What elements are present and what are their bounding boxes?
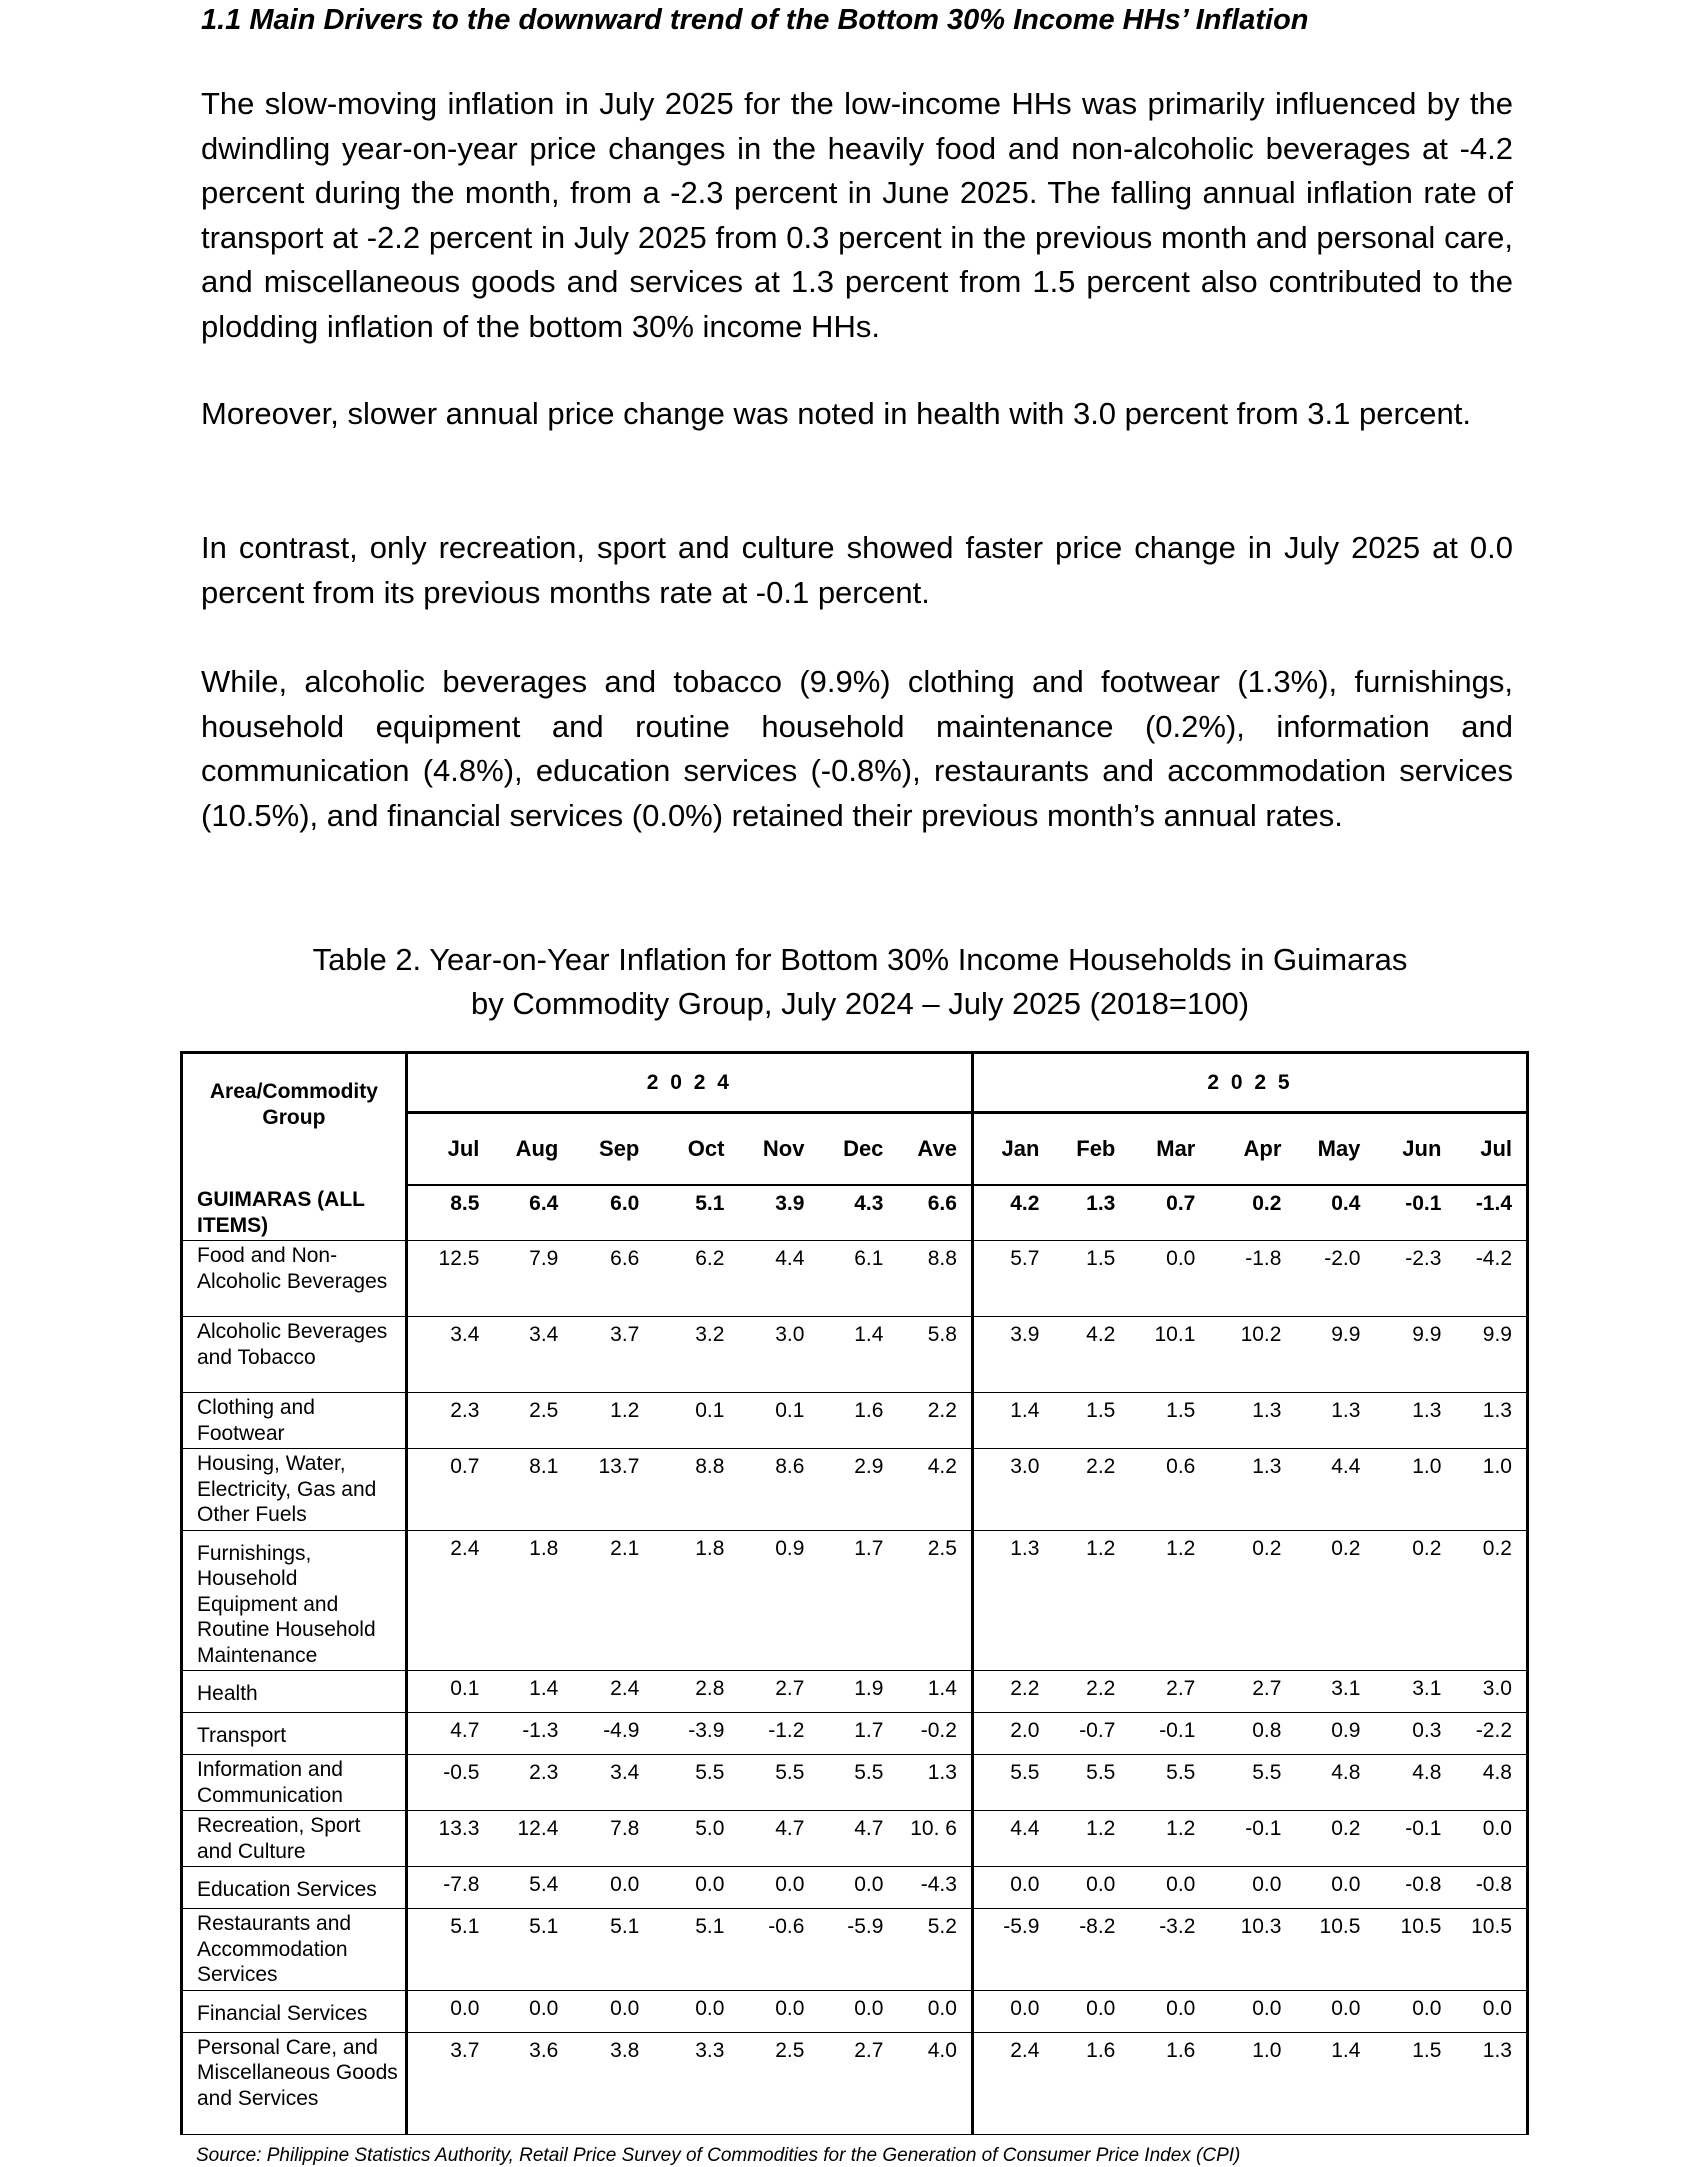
table-cell: 5.5 <box>972 1755 1053 1811</box>
table-cell: 0.0 <box>1295 1990 1374 2032</box>
table-cell: 1.2 <box>1053 1530 1129 1671</box>
table-cell: 4.7 <box>818 1811 897 1867</box>
table-cell: 4.8 <box>1374 1755 1455 1811</box>
table-cell: 1.3 <box>1209 1393 1295 1449</box>
table-cell: 2.4 <box>972 2032 1053 2134</box>
table-row <box>182 1713 1528 1755</box>
table-cell: 5.1 <box>653 1185 738 1241</box>
table-row <box>182 1449 1528 1531</box>
table-cell: 1.7 <box>818 1530 897 1671</box>
table-row <box>182 1909 1528 1991</box>
table-cell: 1.3 <box>1455 1393 1527 1449</box>
table-cell: 13.7 <box>572 1449 653 1531</box>
table-cell: 4.2 <box>972 1185 1053 1241</box>
table-cell: 0.8 <box>1209 1713 1295 1755</box>
table-cell: 12.5 <box>406 1241 493 1317</box>
table-cell: 0.1 <box>406 1671 493 1713</box>
table-cell: 0.0 <box>897 1990 972 2032</box>
table-cell: 0.0 <box>818 1867 897 1909</box>
table-cell: 8.8 <box>897 1241 972 1317</box>
table-cell: 2.2 <box>1053 1671 1129 1713</box>
table-cell: 3.4 <box>572 1755 653 1811</box>
table-cell: -3.9 <box>653 1713 738 1755</box>
table-cell: 4.8 <box>1455 1755 1527 1811</box>
month-header: Dec <box>818 1113 897 1186</box>
table-cell: 5.7 <box>972 1241 1053 1317</box>
table-cell: 1.3 <box>897 1755 972 1811</box>
table-cell: 7.9 <box>493 1241 572 1317</box>
table-cell: 0.0 <box>1129 1990 1209 2032</box>
table-cell: 5.1 <box>653 1909 738 1991</box>
year-header-2024: 2 0 2 4 <box>406 1053 972 1113</box>
table-cell: 5.5 <box>1209 1755 1295 1811</box>
table-cell: 1.6 <box>1053 2032 1129 2134</box>
month-header: Mar <box>1129 1113 1209 1186</box>
table-cell: -1.3 <box>493 1713 572 1755</box>
row-label: Financial Services <box>182 1990 407 2032</box>
paragraph-retained-rates: While, alcoholic beverages and tobacco (9.9%) clothing and footwear (1.3%), furnishings, household equipment and routine household maintenance (0.2%), information and communication (4.8%), education services (-0.8%), restaurants and accommodation services (10.5%), and financial services (0.0%) retained their previous month’s annual rates. <box>201 664 1513 833</box>
table-cell: 4.2 <box>1053 1317 1129 1393</box>
table-cell: -1.2 <box>738 1713 818 1755</box>
table-cell: 5.5 <box>1129 1755 1209 1811</box>
paragraph-main-drivers: The slow-moving inflation in July 2025 for the low-income HHs was primarily influenced by the dwindling year-on-year price changes in the heavily food and non-alcoholic beverages at -4.2 percent during the month, from a -2.3 percent in June 2025. The falling annual inflation rate of transport at -2.2 percent in July 2025 from 0.3 percent in the previous month and personal care, and miscellaneous goods and services at 1.3 percent from 1.5 percent also contributed to the plodding inflation of the bottom 30% income HHs. <box>201 86 1513 344</box>
month-header: Ave <box>897 1113 972 1186</box>
table-cell: 8.6 <box>738 1449 818 1531</box>
table-cell: 0.0 <box>818 1990 897 2032</box>
table-header-label: Area/Commodity Group <box>182 1053 407 1186</box>
table-cell: 10.1 <box>1129 1317 1209 1393</box>
table-cell: 0.0 <box>572 1867 653 1909</box>
table-cell: 1.2 <box>1129 1811 1209 1867</box>
table-cell: 10.3 <box>1209 1909 1295 1991</box>
table-cell: 1.4 <box>897 1671 972 1713</box>
table-cell: 3.4 <box>493 1317 572 1393</box>
table-cell: 0.0 <box>1129 1867 1209 1909</box>
table-cell: 3.6 <box>493 2032 572 2134</box>
table-caption <box>180 938 1540 1026</box>
table-cell: 0.0 <box>1053 1867 1129 1909</box>
table-cell: 9.9 <box>1295 1317 1374 1393</box>
table-cell: 1.0 <box>1374 1449 1455 1531</box>
month-header: Jul <box>1455 1113 1527 1186</box>
paragraph-health: Moreover, slower annual price change was noted in health with 3.0 percent from 3.1 percent. <box>201 396 1472 431</box>
row-label: Clothing and Footwear <box>182 1393 407 1449</box>
table-cell: 6.4 <box>493 1185 572 1241</box>
table-cell: 1.4 <box>972 1393 1053 1449</box>
month-header: Jan <box>972 1113 1053 1186</box>
table-body <box>182 1185 1528 2134</box>
table-cell: 0.0 <box>1295 1867 1374 1909</box>
table-row <box>182 1530 1528 1671</box>
table-cell: 2.7 <box>1209 1671 1295 1713</box>
table-cell: -1.4 <box>1455 1185 1527 1241</box>
table-cell: 1.9 <box>818 1671 897 1713</box>
table-cell: 10.5 <box>1455 1909 1527 1991</box>
table-cell: 5.5 <box>1053 1755 1129 1811</box>
table-cell: 7.8 <box>572 1811 653 1867</box>
table-cell: -0.2 <box>897 1713 972 1755</box>
table-cell: 1.4 <box>1295 2032 1374 2134</box>
inflation-table <box>180 1051 1529 2135</box>
table-cell: 5.5 <box>738 1755 818 1811</box>
table-cell: 1.5 <box>1374 2032 1455 2134</box>
table-cell: 0.0 <box>738 1867 818 1909</box>
table-cell: 3.9 <box>738 1185 818 1241</box>
row-label: Food and Non-Alcoholic Beverages <box>182 1241 407 1317</box>
table-cell: 0.6 <box>1129 1449 1209 1531</box>
table-cell: 1.6 <box>1129 2032 1209 2134</box>
table-cell: 5.5 <box>653 1755 738 1811</box>
table-cell: 0.0 <box>406 1990 493 2032</box>
table-cell: 6.6 <box>572 1241 653 1317</box>
table-cell: 6.0 <box>572 1185 653 1241</box>
table-cell: 10.5 <box>1295 1909 1374 1991</box>
table-cell: -0.1 <box>1374 1811 1455 1867</box>
table-cell: 0.0 <box>1374 1990 1455 2032</box>
table-cell: 1.3 <box>972 1530 1053 1671</box>
row-label: Transport <box>182 1713 407 1755</box>
table-cell: 2.2 <box>972 1671 1053 1713</box>
table-cell: 9.9 <box>1455 1317 1527 1393</box>
table-cell: 2.5 <box>738 2032 818 2134</box>
table-cell: -2.0 <box>1295 1241 1374 1317</box>
table-cell: 1.4 <box>493 1671 572 1713</box>
table-row <box>182 1755 1528 1811</box>
table-cell: 2.5 <box>897 1530 972 1671</box>
table-cell: 2.2 <box>897 1393 972 1449</box>
table-cell: 2.1 <box>572 1530 653 1671</box>
table-cell: 2.7 <box>738 1671 818 1713</box>
table-row <box>182 1867 1528 1909</box>
table-cell: 2.2 <box>1053 1449 1129 1531</box>
table-cell: 1.2 <box>572 1393 653 1449</box>
table-cell: 0.2 <box>1295 1530 1374 1671</box>
table-caption-line-2: by Commodity Group, July 2024 – July 2025 (2018=100) <box>470 986 1250 1021</box>
table-cell: 3.1 <box>1374 1671 1455 1713</box>
table-cell: 5.8 <box>897 1317 972 1393</box>
table-cell: 4.4 <box>1295 1449 1374 1531</box>
table-cell: 3.9 <box>972 1317 1053 1393</box>
table-cell: 4.8 <box>1295 1755 1374 1811</box>
table-cell: -1.8 <box>1209 1241 1295 1317</box>
table-row <box>182 2032 1528 2134</box>
table-cell: 0.7 <box>1129 1185 1209 1241</box>
month-header: May <box>1295 1113 1374 1186</box>
table-cell: 1.2 <box>1129 1530 1209 1671</box>
month-header: Jun <box>1374 1113 1455 1186</box>
table-cell: 0.2 <box>1209 1530 1295 1671</box>
table-cell: -0.8 <box>1374 1867 1455 1909</box>
table-cell: -5.9 <box>972 1909 1053 1991</box>
table-cell: -7.8 <box>406 1867 493 1909</box>
table-cell: 12.4 <box>493 1811 572 1867</box>
table-cell: 5.1 <box>572 1909 653 1991</box>
table-cell: 3.8 <box>572 2032 653 2134</box>
table-cell: 1.3 <box>1374 1393 1455 1449</box>
table-cell: 2.9 <box>818 1449 897 1531</box>
row-label: Restaurants and Accommodation Services <box>182 1909 407 1991</box>
table-cell: 8.1 <box>493 1449 572 1531</box>
table-cell: 1.5 <box>1053 1241 1129 1317</box>
month-header: Feb <box>1053 1113 1129 1186</box>
row-label: Health <box>182 1671 407 1713</box>
table-cell: -0.1 <box>1209 1811 1295 1867</box>
table-row <box>182 1811 1528 1867</box>
table-row <box>182 1990 1528 2032</box>
table-cell: 5.0 <box>653 1811 738 1867</box>
table-cell: 4.7 <box>406 1713 493 1755</box>
row-label: Recreation, Sport and Culture <box>182 1811 407 1867</box>
table-cell: -8.2 <box>1053 1909 1129 1991</box>
table-cell: -4.9 <box>572 1713 653 1755</box>
table-cell: 1.6 <box>818 1393 897 1449</box>
table-cell: 0.0 <box>1455 1811 1527 1867</box>
table-cell: -5.9 <box>818 1909 897 1991</box>
row-label: Furnishings, Household Equipment and Routine Household Maintenance <box>182 1530 407 1671</box>
table-cell: 1.5 <box>1053 1393 1129 1449</box>
row-label: Housing, Water, Electricity, Gas and Other Fuels <box>182 1449 407 1531</box>
table-cell: 9.9 <box>1374 1317 1455 1393</box>
table-cell: -2.2 <box>1455 1713 1527 1755</box>
table-cell: 1.3 <box>1053 1185 1129 1241</box>
table-cell: -4.3 <box>897 1867 972 1909</box>
table-cell: -0.1 <box>1129 1713 1209 1755</box>
table-cell: 5.4 <box>493 1867 572 1909</box>
table-cell: 0.4 <box>1295 1185 1374 1241</box>
table-cell: 1.0 <box>1455 1449 1527 1531</box>
table-cell: 5.1 <box>406 1909 493 1991</box>
table-row <box>182 1671 1528 1713</box>
table-cell: 3.0 <box>1455 1671 1527 1713</box>
month-header: Sep <box>572 1113 653 1186</box>
table-cell: 1.8 <box>493 1530 572 1671</box>
table-cell: 0.1 <box>738 1393 818 1449</box>
table-cell: 0.3 <box>1374 1713 1455 1755</box>
month-header: Aug <box>493 1113 572 1186</box>
table-cell: -0.5 <box>406 1755 493 1811</box>
table-cell: 4.0 <box>897 2032 972 2134</box>
row-label: Personal Care, and Miscellaneous Goods and Services <box>182 2032 407 2134</box>
month-header: Nov <box>738 1113 818 1186</box>
table-cell: 3.1 <box>1295 1671 1374 1713</box>
paragraph-recreation: In contrast, only recreation, sport and culture showed faster price change in July 2025 at 0.0 percent from its previous months rate at -0.1 percent. <box>201 530 1513 610</box>
table-cell: 3.4 <box>406 1317 493 1393</box>
table-cell: 8.8 <box>653 1449 738 1531</box>
table-cell: 1.4 <box>818 1317 897 1393</box>
table-cell: 5.1 <box>493 1909 572 1991</box>
row-label: Education Services <box>182 1867 407 1909</box>
table-cell: 0.2 <box>1374 1530 1455 1671</box>
table-cell: 0.2 <box>1455 1530 1527 1671</box>
table-cell: 3.0 <box>972 1449 1053 1531</box>
table-cell: -0.6 <box>738 1909 818 1991</box>
table-cell: -2.3 <box>1374 1241 1455 1317</box>
row-label: GUIMARAS (ALL ITEMS) <box>182 1185 407 1241</box>
table-cell: 4.7 <box>738 1811 818 1867</box>
table-cell: 4.2 <box>897 1449 972 1531</box>
table-cell: 13.3 <box>406 1811 493 1867</box>
table-cell: 0.0 <box>972 1867 1053 1909</box>
table-cell: 5.5 <box>818 1755 897 1811</box>
table-row <box>182 1185 1528 1241</box>
table-cell: 1.2 <box>1053 1811 1129 1867</box>
table-cell: 0.0 <box>653 1867 738 1909</box>
table-cell: 3.2 <box>653 1317 738 1393</box>
month-header: Oct <box>653 1113 738 1186</box>
table-cell: 2.4 <box>406 1530 493 1671</box>
table-cell: 0.2 <box>1295 1811 1374 1867</box>
table-cell: -0.8 <box>1455 1867 1527 1909</box>
table-cell: 3.3 <box>653 2032 738 2134</box>
table-cell: 10.2 <box>1209 1317 1295 1393</box>
table-row <box>182 1241 1528 1317</box>
table-cell: 3.7 <box>572 1317 653 1393</box>
table-cell: 0.0 <box>1455 1990 1527 2032</box>
table-cell: 4.4 <box>738 1241 818 1317</box>
row-label: Information and Communication <box>182 1755 407 1811</box>
month-header: Apr <box>1209 1113 1295 1186</box>
table-cell: 0.9 <box>1295 1713 1374 1755</box>
table-cell: -0.1 <box>1374 1185 1455 1241</box>
table-cell: 2.3 <box>493 1755 572 1811</box>
table-cell: 10. 6 <box>897 1811 972 1867</box>
table-cell: 4.4 <box>972 1811 1053 1867</box>
table-cell: 2.8 <box>653 1671 738 1713</box>
table-cell: 5.2 <box>897 1909 972 1991</box>
table-cell: 0.7 <box>406 1449 493 1531</box>
table-cell: 6.6 <box>897 1185 972 1241</box>
table-cell: 1.5 <box>1129 1393 1209 1449</box>
table-cell: 0.0 <box>493 1990 572 2032</box>
table-caption-line-1: Table 2. Year-on-Year Inflation for Bottom 30% Income Households in Guimaras <box>312 942 1408 977</box>
table-cell: 1.7 <box>818 1713 897 1755</box>
table-cell: 2.5 <box>493 1393 572 1449</box>
table-cell: 1.3 <box>1455 2032 1527 2134</box>
table-cell: 0.0 <box>738 1990 818 2032</box>
table-source-note: Source: Philippine Statistics Authority, Retail Price Survey of Commodities for the Generation of Consumer Price Index (CPI) <box>196 2145 1241 2166</box>
table-cell: 1.8 <box>653 1530 738 1671</box>
month-header: Jul <box>406 1113 493 1186</box>
table-cell: -4.2 <box>1455 1241 1527 1317</box>
row-label: Alcoholic Beverages and Tobacco <box>182 1317 407 1393</box>
table-cell: 0.9 <box>738 1530 818 1671</box>
table-cell: 4.3 <box>818 1185 897 1241</box>
table-cell: 3.7 <box>406 2032 493 2134</box>
table-cell: 2.7 <box>818 2032 897 2134</box>
table-cell: 3.0 <box>738 1317 818 1393</box>
table-cell: -0.7 <box>1053 1713 1129 1755</box>
table-cell: 8.5 <box>406 1185 493 1241</box>
table-row <box>182 1317 1528 1393</box>
table-cell: 2.4 <box>572 1671 653 1713</box>
table-cell: 10.5 <box>1374 1909 1455 1991</box>
table-cell: -3.2 <box>1129 1909 1209 1991</box>
table-row <box>182 1393 1528 1449</box>
section-heading: 1.1 Main Drivers to the downward trend of the Bottom 30% Income HHs’ Inflation <box>201 4 1309 36</box>
table-cell: 0.0 <box>1209 1990 1295 2032</box>
table-cell: 0.0 <box>1209 1867 1295 1909</box>
table-cell: 6.2 <box>653 1241 738 1317</box>
table-cell: 1.3 <box>1295 1393 1374 1449</box>
year-header-2025: 2 0 2 5 <box>972 1053 1527 1113</box>
table-cell: 0.0 <box>1129 1241 1209 1317</box>
table-cell: 0.1 <box>653 1393 738 1449</box>
table-cell: 2.3 <box>406 1393 493 1449</box>
table-cell: 2.7 <box>1129 1671 1209 1713</box>
table-cell: 2.0 <box>972 1713 1053 1755</box>
table-cell: 0.0 <box>1053 1990 1129 2032</box>
table-cell: 6.1 <box>818 1241 897 1317</box>
table-cell: 0.0 <box>653 1990 738 2032</box>
table-cell: 0.0 <box>572 1990 653 2032</box>
table-cell: 1.3 <box>1209 1449 1295 1531</box>
table-cell: 1.0 <box>1209 2032 1295 2134</box>
table-cell: 0.0 <box>972 1990 1053 2032</box>
table-cell: 0.2 <box>1209 1185 1295 1241</box>
